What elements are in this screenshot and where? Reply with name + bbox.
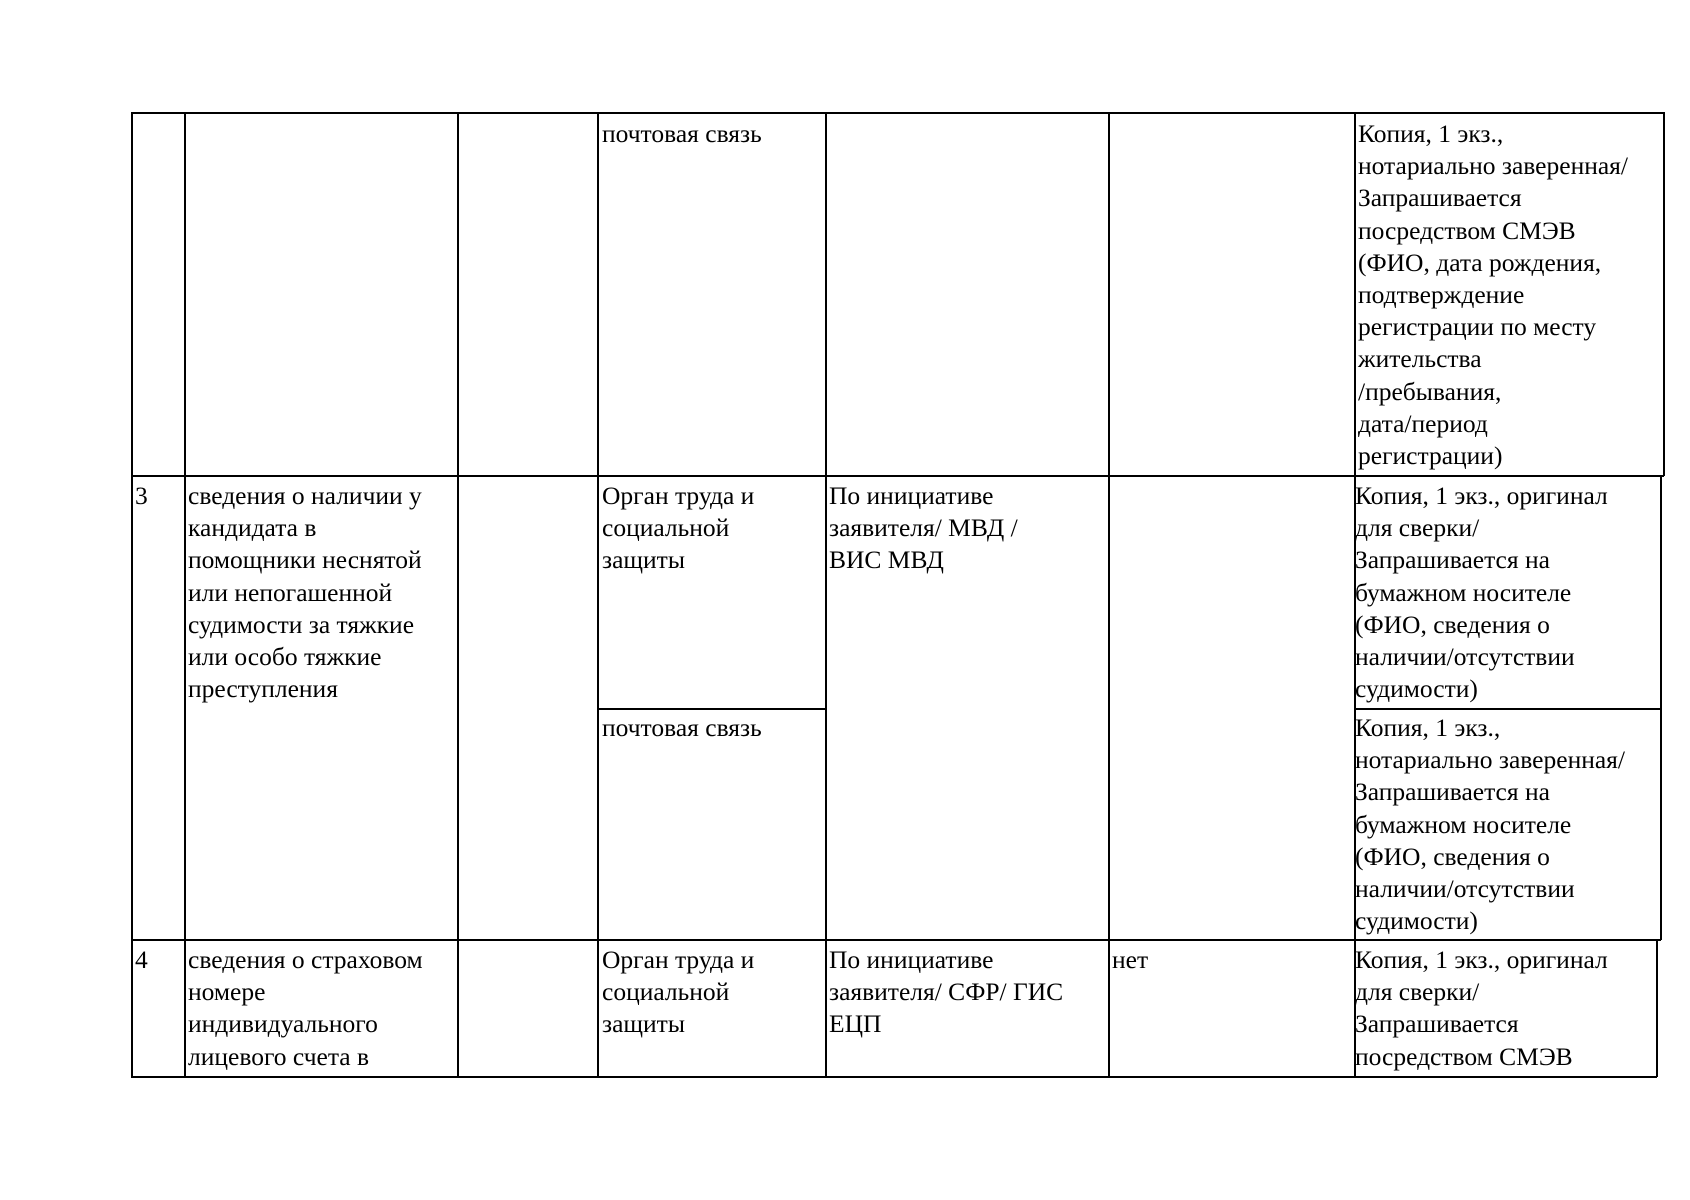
row-a-source: почтовая связь (602, 119, 762, 148)
row-4-info-name: сведения о страховом номере индивидуального лицевого счета в (188, 945, 423, 1071)
row-4-initiative: По инициативе заявителя/ СФР/ ГИС ЕЦП (829, 945, 1064, 1039)
row-3-source-2: почтовая связь (602, 713, 762, 742)
row-4-document-form: Копия, 1 экз., оригинал для сверки/ Запрашивается посредством СМЭВ (1355, 945, 1608, 1071)
row-4-number: 4 (135, 945, 148, 974)
row-3-info-name: сведения о наличии у кандидата в помощники неснятой или непогашенной судимости за тяжкие или особо тяжкие преступления (188, 481, 422, 704)
row-3-source-1: Орган труда и социальной защиты (602, 481, 755, 575)
row-3-initiative: По инициативе заявителя/ МВД / ВИС МВД (829, 481, 1018, 575)
row-4-source: Орган труда и социальной защиты (602, 945, 755, 1039)
row-4-col6: нет (1112, 945, 1149, 974)
row-3-document-form-2: Копия, 1 экз., нотариально заверенная/ Запрашивается на бумажном носителе (ФИО, сведения о наличии/отсутствии судимости) (1355, 713, 1625, 936)
row-3-number: 3 (135, 481, 148, 510)
row-3-document-form-1: Копия, 1 экз., оригинал для сверки/ Запрашивается на бумажном носителе (ФИО, сведения о наличии/отсутствии судимости) (1355, 481, 1608, 704)
row-a-document-form: Копия, 1 экз., нотариально заверенная/ Запрашивается посредством СМЭВ (ФИО, дата рождения, подтверждение регистрации по месту жительства /пребывания, дата/период регистрации) (1358, 119, 1628, 471)
